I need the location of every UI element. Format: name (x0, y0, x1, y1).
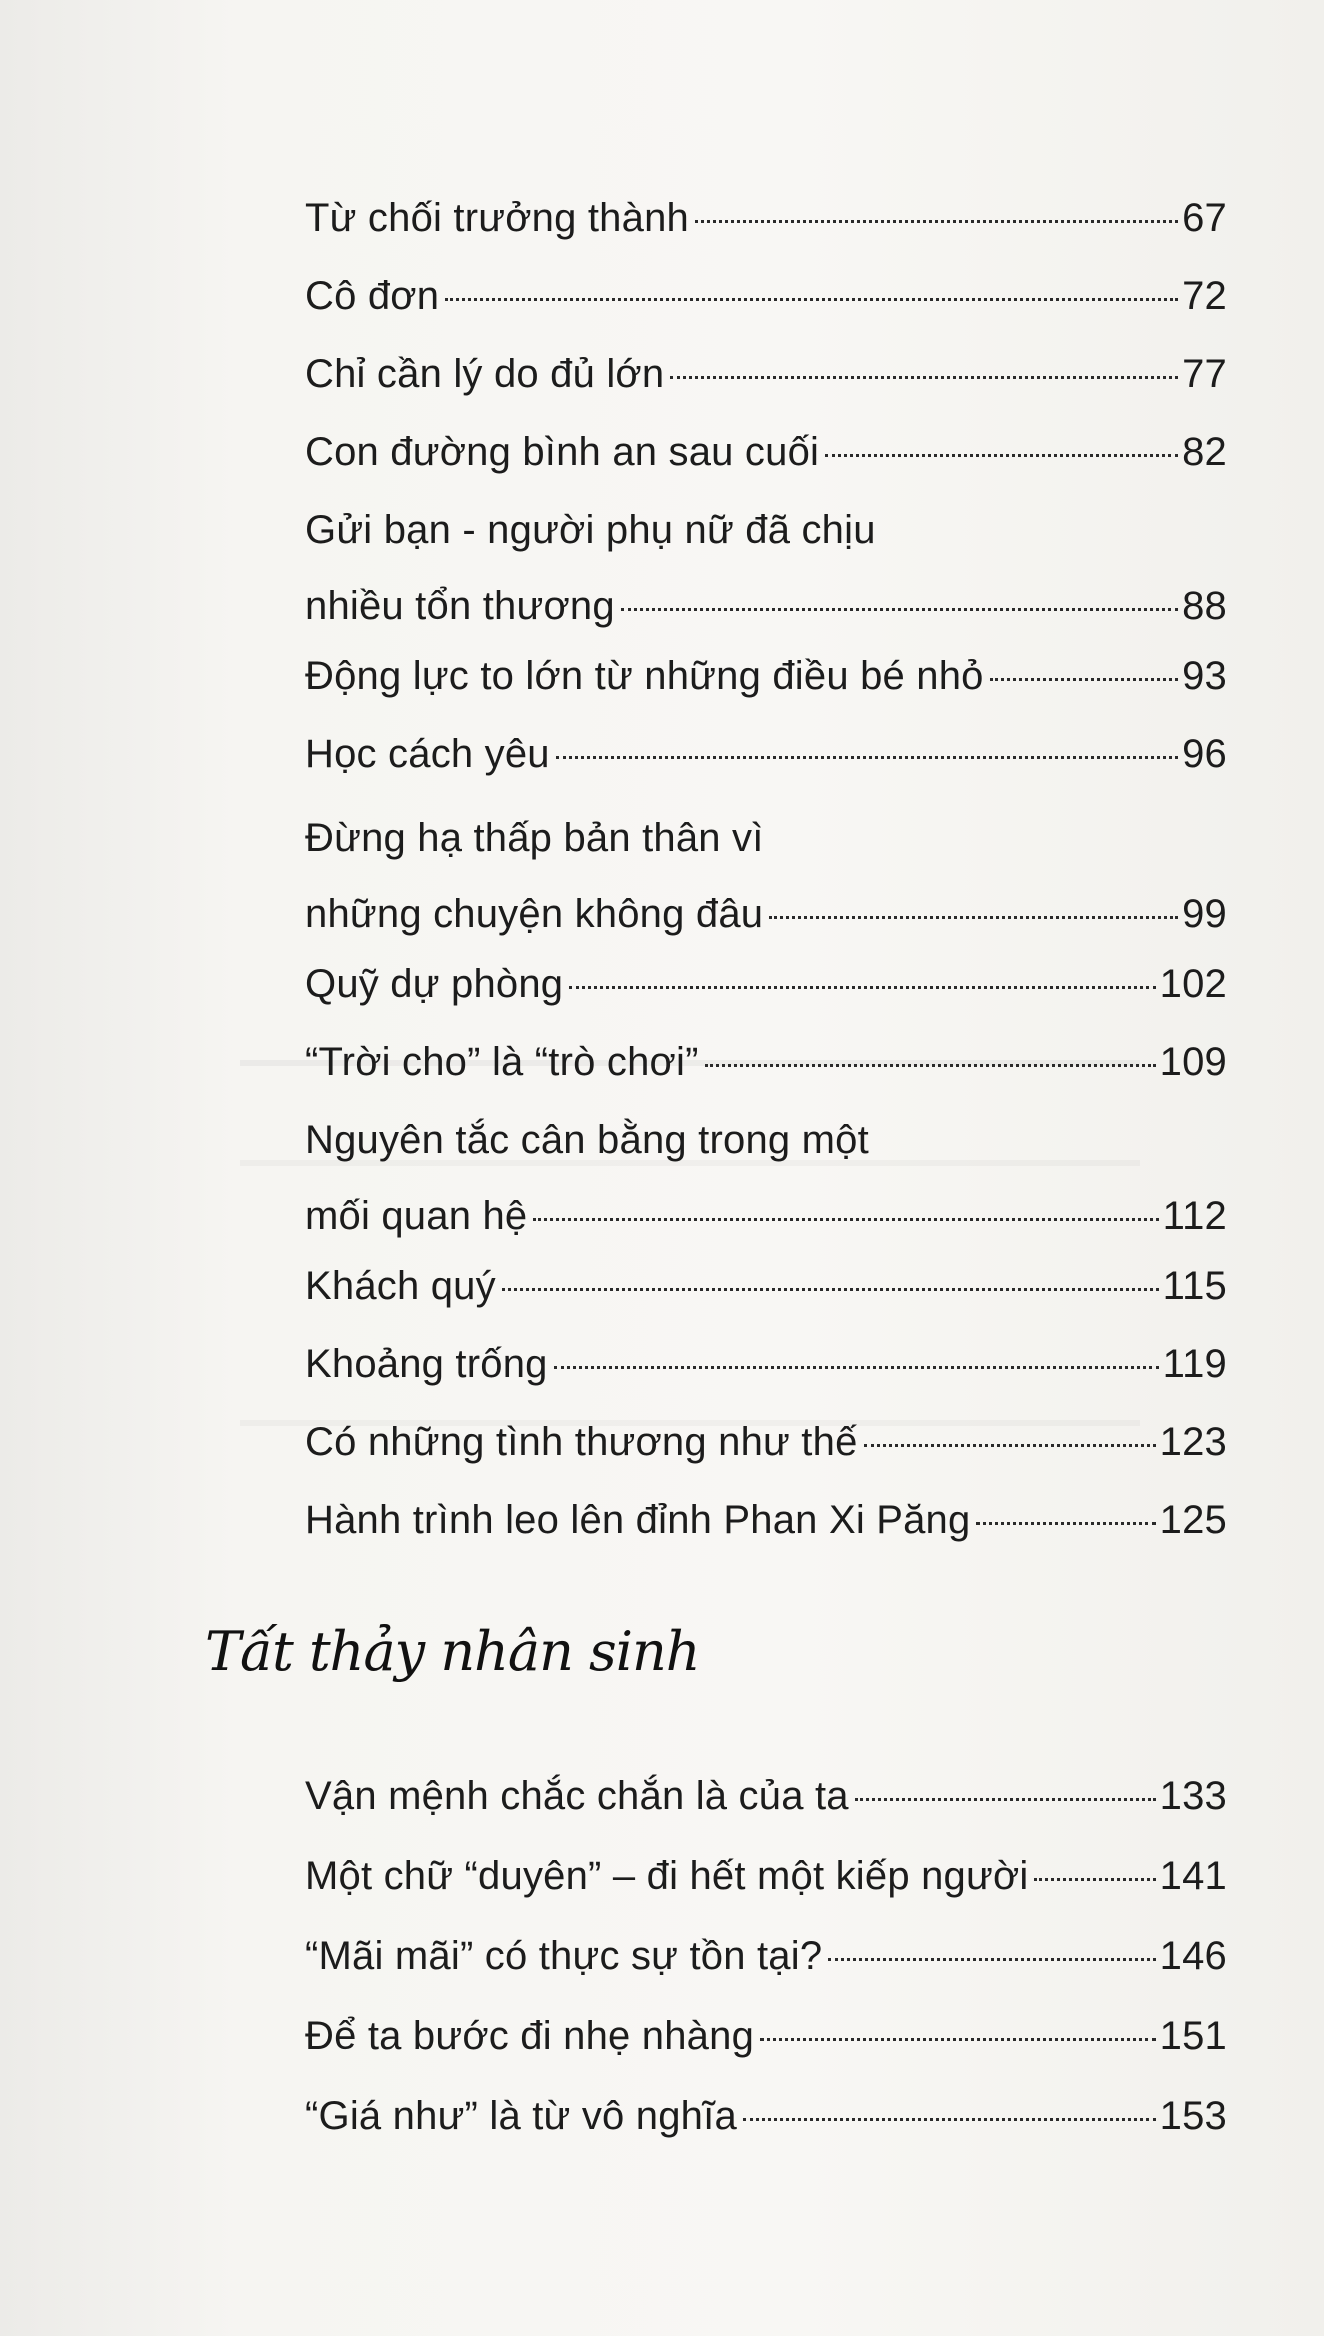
toc-page-number: 115 (1162, 1264, 1227, 1308)
toc-page-number: 123 (1159, 1420, 1227, 1464)
toc-page-number: 99 (1182, 892, 1227, 936)
dot-leader (855, 1798, 1156, 1801)
toc-page-number: 153 (1159, 2094, 1227, 2138)
toc-entry-title: Chỉ cần lý do đủ lớn (305, 352, 665, 396)
toc-entry-title-line: những chuyện không đâu (305, 892, 764, 936)
toc-page-number: 82 (1182, 430, 1227, 474)
dot-leader (621, 608, 1178, 611)
toc-entry-title: Để ta bước đi nhẹ nhàng (305, 2014, 755, 2058)
toc-entry-title: Hành trình leo lên đỉnh Phan Xi Păng (305, 1498, 971, 1542)
toc-entry[interactable] (305, 1482, 1227, 1558)
toc-entry[interactable] (305, 1404, 1227, 1480)
toc-page-number: 109 (1159, 1040, 1227, 1084)
toc-entry[interactable] (305, 1838, 1227, 1914)
dot-leader (760, 2038, 1156, 2041)
toc-entry[interactable] (305, 716, 1227, 792)
toc-entry[interactable] (305, 1248, 1227, 1324)
toc-entry[interactable] (305, 336, 1227, 412)
toc-entry-title-line: mối quan hệ (305, 1194, 528, 1238)
toc-entry-title: Khoảng trống (305, 1342, 548, 1386)
toc-page-number: 67 (1182, 196, 1227, 240)
toc-page-number: 72 (1182, 274, 1227, 318)
toc-entry-title: Khách quý (305, 1264, 496, 1308)
toc-entry-title: Cô đơn (305, 274, 440, 318)
toc-entry-title: Học cách yêu (305, 732, 550, 776)
toc-entry[interactable] (305, 414, 1227, 490)
toc-entry-title: “Trời cho” là “trò chơi” (305, 1040, 699, 1084)
toc-entry[interactable] (305, 946, 1227, 1022)
section-heading: Tất thảy nhân sinh (205, 1620, 700, 1683)
toc-page-number: 119 (1162, 1342, 1227, 1386)
toc-entry[interactable] (305, 1024, 1227, 1100)
toc-entry[interactable] (305, 638, 1227, 714)
dot-leader (990, 678, 1178, 681)
toc-entry-title: Có những tình thương như thế (305, 1420, 858, 1464)
toc-page-number: 112 (1162, 1194, 1227, 1238)
dot-leader (445, 298, 1178, 301)
dot-leader (705, 1064, 1156, 1067)
toc-entry[interactable] (305, 1102, 1227, 1254)
toc-page-number: 151 (1159, 2014, 1227, 2058)
toc-entry-title: Động lực to lớn từ những điều bé nhỏ (305, 654, 984, 698)
toc-page-number: 125 (1159, 1498, 1227, 1542)
dot-leader (569, 986, 1155, 989)
toc-entry-title: Một chữ “duyên” – đi hết một kiếp người (305, 1854, 1029, 1898)
toc-entry[interactable] (305, 1326, 1227, 1402)
toc-entry[interactable] (305, 492, 1227, 644)
toc-entry-title: Vận mệnh chắc chắn là của ta (305, 1774, 849, 1818)
dot-leader (864, 1444, 1156, 1447)
dot-leader (502, 1288, 1159, 1291)
dot-leader (743, 2118, 1156, 2121)
dot-leader (825, 454, 1178, 457)
toc-entry-title-line: Đừng hạ thấp bản thân vì (305, 816, 764, 860)
dot-leader (769, 916, 1178, 919)
toc-entry[interactable] (305, 800, 1227, 952)
dot-leader (554, 1366, 1159, 1369)
toc-entry-title: “Mãi mãi” có thực sự tồn tại? (305, 1934, 823, 1978)
toc-entry[interactable] (305, 1998, 1227, 2074)
toc-page-number: 141 (1159, 1854, 1227, 1898)
toc-entry-title: Từ chối trưởng thành (305, 196, 689, 240)
toc-entry-title: Quỹ dự phòng (305, 962, 564, 1006)
dot-leader (670, 376, 1178, 379)
toc-entry-title: “Giá như” là từ vô nghĩa (305, 2094, 737, 2138)
toc-entry[interactable] (305, 180, 1227, 256)
dot-leader (828, 1958, 1155, 1961)
toc-entry-title-line: Gửi bạn - người phụ nữ đã chịu (305, 508, 876, 552)
dot-leader (976, 1522, 1155, 1525)
toc-entry-title-line: Nguyên tắc cân bằng trong một (305, 1118, 869, 1162)
toc-page-number: 102 (1159, 962, 1227, 1006)
toc-entry[interactable] (305, 1758, 1227, 1834)
toc-page-number: 88 (1182, 584, 1227, 628)
toc-entry[interactable] (305, 2078, 1227, 2154)
dot-leader (1034, 1878, 1155, 1881)
dot-leader (556, 756, 1178, 759)
toc-page-number: 77 (1182, 352, 1227, 396)
toc-entry[interactable] (305, 1918, 1227, 1994)
toc-entry[interactable] (305, 258, 1227, 334)
toc-page-number: 93 (1182, 654, 1227, 698)
dot-leader (695, 220, 1178, 223)
toc-entry-title: Con đường bình an sau cuối (305, 430, 820, 474)
toc-page-number: 96 (1182, 732, 1227, 776)
toc-entry-title-line: nhiều tổn thương (305, 584, 615, 628)
toc-page-number: 133 (1159, 1774, 1227, 1818)
dot-leader (533, 1218, 1158, 1221)
toc-page-number: 146 (1159, 1934, 1227, 1978)
